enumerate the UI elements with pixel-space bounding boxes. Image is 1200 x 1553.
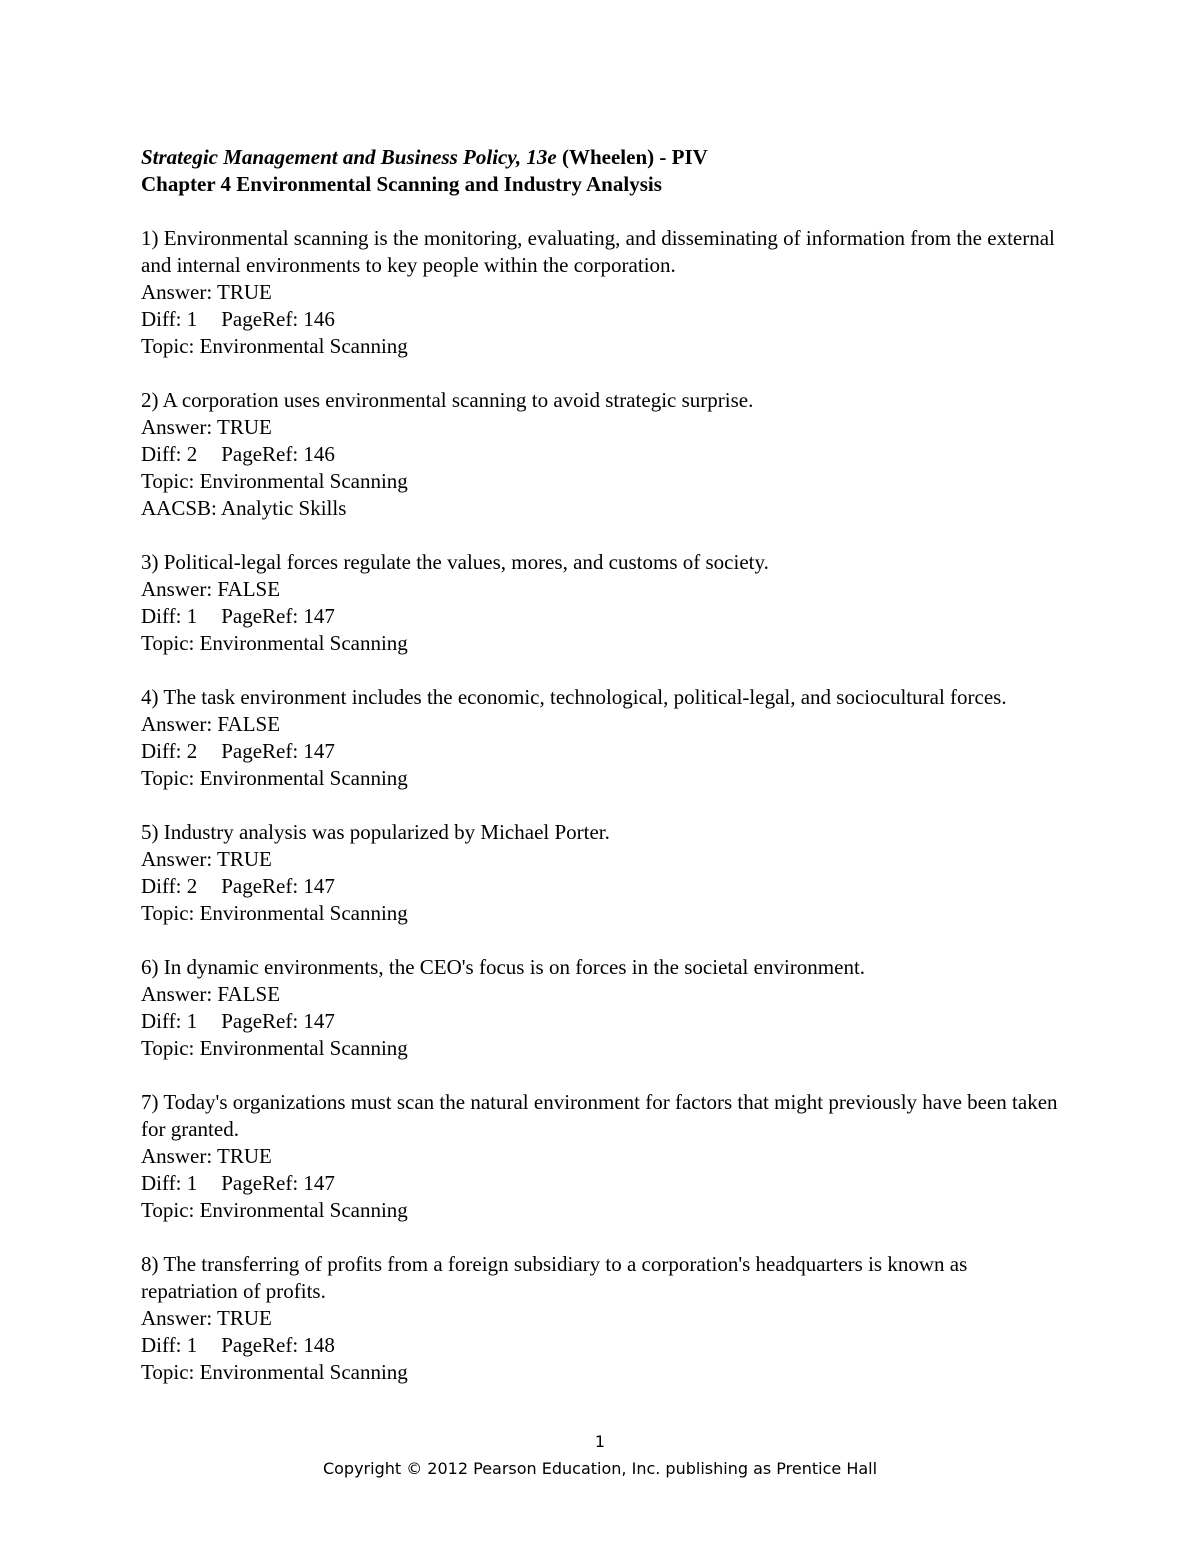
question-stem: 2) A corporation uses environmental scanning to avoid strategic surprise. (141, 388, 754, 412)
question-answer: Answer: FALSE (141, 982, 281, 1006)
copyright-notice: Copyright © 2012 Pearson Education, Inc. publishing as Prentice Hall (322, 1459, 878, 1478)
chapter-title: Chapter 4 Environmental Scanning and Industry Analysis (141, 172, 662, 196)
question-stem: 5) Industry analysis was popularized by Michael Porter. (141, 820, 610, 844)
question-difficulty-line (141, 873, 1061, 900)
question-difficulty: Diff: 1 (141, 307, 198, 331)
question-pageref: PageRef: 147 (221, 739, 335, 763)
book-title: Strategic Management and Business Policy, 13e (141, 145, 557, 169)
question-difficulty-line (141, 603, 1061, 630)
book-title-line (141, 144, 1061, 171)
question-stem: 3) Political-legal forces regulate the values, mores, and customs of society. (141, 550, 769, 574)
question-topic: Topic: Environmental Scanning (141, 469, 408, 493)
question-difficulty-line (141, 306, 1061, 333)
question-stem: 4) The task environment includes the economic, technological, political-legal, and sociocultural forces. (141, 685, 1007, 709)
question-stem: 8) The transferring of profits from a foreign subsidiary to a corporation's headquarters is known as repatriation of profits. (141, 1252, 968, 1303)
question-block (141, 954, 1061, 1062)
question-pageref: PageRef: 146 (221, 442, 335, 466)
question-block (141, 387, 1061, 522)
question-stem: 7) Today's organizations must scan the natural environment for factors that might previously have been taken for granted. (141, 1090, 1058, 1141)
question-block (141, 225, 1061, 360)
question-answer: Answer: TRUE (141, 280, 272, 304)
question-difficulty: Diff: 2 (141, 442, 198, 466)
question-difficulty: Diff: 2 (141, 739, 198, 763)
question-pageref: PageRef: 147 (221, 1171, 335, 1195)
question-topic: Topic: Environmental Scanning (141, 1036, 408, 1060)
question-difficulty-line (141, 441, 1061, 468)
question-pageref: PageRef: 146 (221, 307, 335, 331)
question-answer: Answer: TRUE (141, 1144, 272, 1168)
question-answer: Answer: TRUE (141, 1306, 272, 1330)
question-difficulty: Diff: 1 (141, 604, 198, 628)
question-block (141, 1251, 1061, 1386)
question-difficulty-line (141, 1008, 1061, 1035)
question-stem: 1) Environmental scanning is the monitoring, evaluating, and disseminating of information from the external and internal environments to key people within the corporation. (141, 226, 1055, 277)
question-difficulty: Diff: 1 (141, 1171, 198, 1195)
question-pageref: PageRef: 147 (221, 874, 335, 898)
question-block (141, 549, 1061, 657)
question-topic: Topic: Environmental Scanning (141, 631, 408, 655)
page-number: 1 (594, 1432, 606, 1451)
question-aacsb: AACSB: Analytic Skills (141, 496, 347, 520)
question-topic: Topic: Environmental Scanning (141, 334, 408, 358)
question-difficulty: Diff: 1 (141, 1333, 198, 1357)
question-block (141, 819, 1061, 927)
question-difficulty: Diff: 1 (141, 1009, 198, 1033)
question-difficulty-line (141, 738, 1061, 765)
question-difficulty: Diff: 2 (141, 874, 198, 898)
question-difficulty-line (141, 1332, 1061, 1359)
question-topic: Topic: Environmental Scanning (141, 766, 408, 790)
question-answer: Answer: TRUE (141, 415, 272, 439)
question-answer: Answer: FALSE (141, 712, 281, 736)
question-difficulty-line (141, 1170, 1061, 1197)
question-topic: Topic: Environmental Scanning (141, 1360, 408, 1384)
question-answer: Answer: FALSE (141, 577, 281, 601)
question-pageref: PageRef: 148 (221, 1333, 335, 1357)
question-topic: Topic: Environmental Scanning (141, 901, 408, 925)
question-block (141, 684, 1061, 792)
question-block (141, 1089, 1061, 1224)
book-edition-suffix: (Wheelen) - PIV (556, 145, 708, 169)
question-topic: Topic: Environmental Scanning (141, 1198, 408, 1222)
question-stem: 6) In dynamic environments, the CEO's focus is on forces in the societal environment. (141, 955, 866, 979)
page-content (141, 144, 1061, 1386)
question-pageref: PageRef: 147 (221, 1009, 335, 1033)
question-answer: Answer: TRUE (141, 847, 272, 871)
question-pageref: PageRef: 147 (221, 604, 335, 628)
